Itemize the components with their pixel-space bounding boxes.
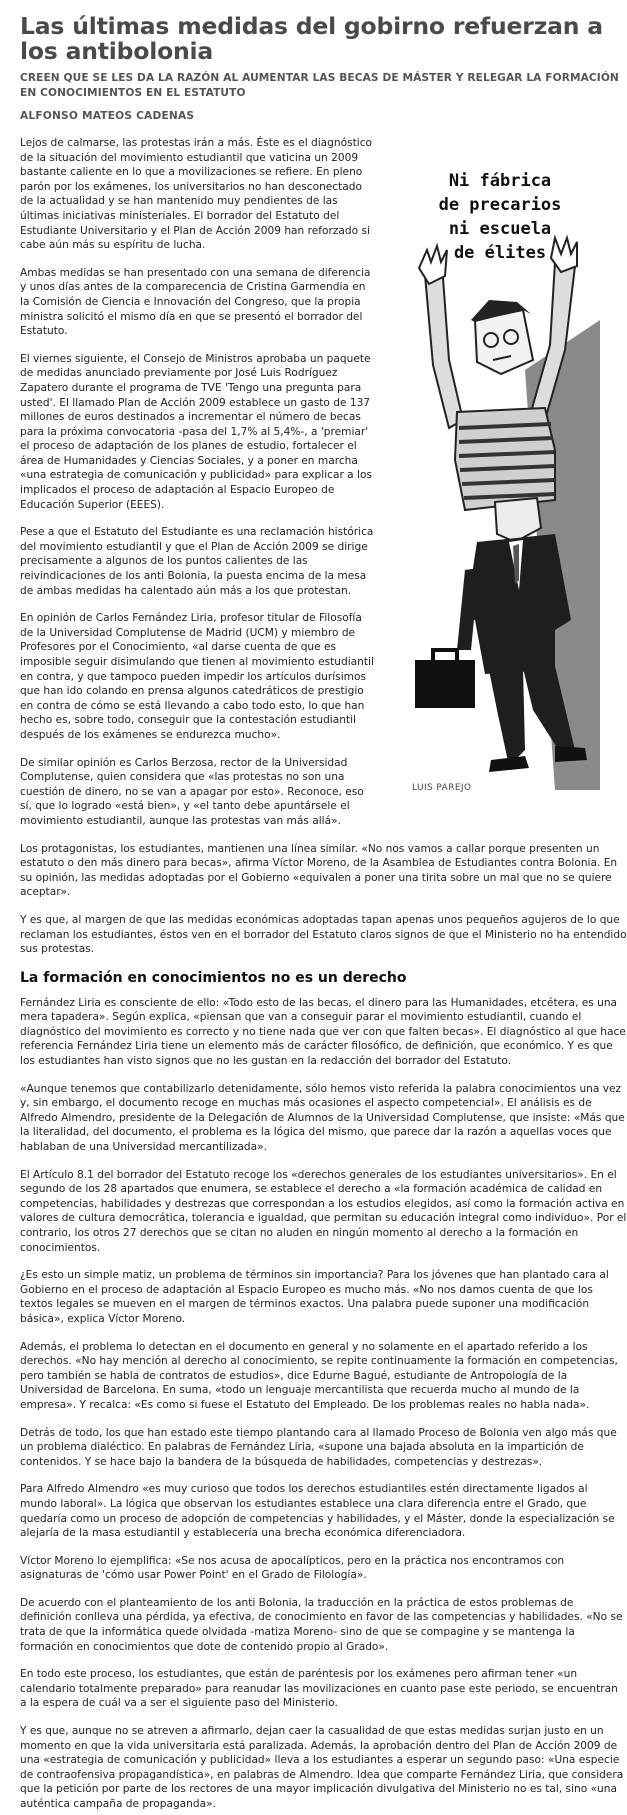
businessman-left-shoe: [489, 756, 529, 772]
paragraph: Los protagonistas, los estudiantes, mantienen una línea similar. «No nos vamos a callar porque presenten un estatuto o den más dinero para becas», afirma Víctor Moreno, de la Asamblea de Estudiantes contra Bolonia. En su opinión, las medidas adoptadas por el Gobierno «equivalen a poner una tirita sobre un mal que no se quiere aceptar».: [20, 842, 618, 899]
paragraph: Y es que, al margen de que las medidas económicas adoptadas tapan apenas unos pequeños agujeros de lo que reclaman los estudiantes, éstos ven en el borrador del Estatuto claros signos de que el Ministerio no ha entendido sus protestas.: [20, 913, 627, 956]
narrow-column: [20, 136, 377, 829]
paragraph: En opinión de Carlos Fernández Liria, profesor titular de Filosofía de la Universidad Complutense de Madrid (UCM) y miembro de Profesores por el Conocimiento, «al darse cuenta de que es imposible seguir disimulando que tienen al movimiento estudiantil en contra, y que tampoco pueden impedir los artículos durísimos que han ido colando en prensa algunos catedráticos de prestigio en contra de cómo se está llevando a cabo todo esto, lo que han hecho es, sobre todo, conseguir que la contestación estudiantil después de los exámenes se endurezca mucho».: [20, 612, 374, 741]
sign-line-3: ni escuela: [448, 219, 552, 239]
article-headline: Las últimas medidas del gobirno refuerzan a los antibolonia: [20, 12, 603, 65]
paragraph: ¿Es esto un simple matiz, un problema de términos sin importancia? Para los jóvenes que han plantado cara al Gobierno en el proceso de adaptación al Espacio Europeo es mucho más. «No nos damos cuenta de que los textos legales se mueven en el margen de términos exactos. Una palabra puede suponer una modificación básica», explica Víctor Moreno.: [20, 1269, 609, 1325]
wide-column: [20, 842, 627, 1812]
paragraph: «Aunque tenemos que contabilizarlo detenidamente, sólo hemos visto referida la palabra conocimientos una vez y, sin embargo, el documento recoge en muchas más ocasiones el aspecto competencial». El análisis es de Alfredo Almendro, presidente de la Delegación de Alumnos de la Universidad Complutense, que insiste: «Más que la literalidad, del documento, el problema es la lógica del mismo, que parece dar la razón a aquellas voces que hablaban de una Universidad mercantilizada».: [20, 1082, 625, 1154]
businessman-head: [495, 498, 541, 542]
sign-line-1: Ni fábrica: [448, 171, 552, 191]
paragraph: Para Alfredo Almendro «es muy curioso que todos los derechos estudiantiles estén directamente ligados al mundo laboral». La lógica que observan los estudiantes establece una clara diferencia entre el Grado, que quedaría como un proceso de adopción de competencias y habilidades, y el Máster, donde la especialización se alejaría de la masa estudiantil y establecería una brecha económica diferenciadora.: [20, 1483, 615, 1540]
cartoon-illustration: [405, 150, 605, 790]
businessman-left-leg: [489, 668, 525, 766]
paragraph: Ambas medidas se han presentado con una semana de diferencia y unos días antes de la comparecencia de Cristina Garmendia en la Comisión de Ciencia e Innovación del Congreso, que la propia ministra solicitó el mismo día en que se presentó el borrador del Estatuto.: [20, 266, 371, 338]
paragraph: Detrás de todo, los que han estado este tiempo plantando cara al llamado Proceso de Bolonia ven algo más que un problema dialéctico. En palabras de Fernández Liria, «supone una bajada absoluta en la impartición de contenidos. Y se hace bajo la bandera de la búsqueda de habilidades, competencias y destrezas».: [20, 1426, 617, 1468]
businessman-right-shoe: [555, 746, 587, 762]
paragraph: Fernández Liria es consciente de ello: «Todo esto de las becas, el dinero para las Humanidades, etcétera, es una mera tapadera». Según explica, «piensan que van a conseguir parar el movimiento estudiantil, cuando el diagnóstico del movimiento es correcto y no tiene nada que ver con que falten becas». El diagnóstico al que hace referencia Fernández Liria tiene un elemento más de carácter filosófico, de definición, que económico. Y es que los estudiantes han visto signos que no les gustan en la redacción del borrador del Estatuto.: [20, 996, 626, 1068]
paragraph: Pese a que el Estatuto del Estudiante es una reclamación histórica del movimiento estudiantil y que el Plan de Acción 2009 se dirige precisamente a algunos de los puntos calientes de las reivindicaciones de los anti Bolonia, la puesta encima de la mesa de ambas medidas ha calentado aún más a los que protestan.: [20, 526, 374, 597]
paragraph: Víctor Moreno lo ejemplifica: «Se nos acusa de apocalípticos, pero en la práctica nos encontramos con asignaturas de 'cómo usar Power Point' en el Grado de Filología».: [20, 1554, 565, 1582]
cartoon-drawing: [405, 150, 605, 790]
paragraph: De similar opinión es Carlos Berzosa, rector de la Universidad Complutense, quien considera que «las protestas no son una cuestión de dinero, no se van a apagar por esto». Reconoce, eso sí, que lo logrado «está bien», y «el tanto debe apuntársele el movimiento estudiantil, aunque las protestas van más allá».: [20, 756, 364, 827]
student-left-arm: [425, 268, 463, 428]
paragraph: En todo este proceso, los estudiantes, que están de paréntesis por los exámenes pero afirman tener «un calendario totalmente preparado» para reanudar las movilizaciones en cuanto pase este periodo, se encuentran a la espera de cuál va a ser el siguiente paso del Ministerio.: [20, 1668, 618, 1710]
article-body: [20, 136, 627, 1812]
paragraph: Y es que, aunque no se atreven a afirmarlo, dejan caer la casualidad de que estas medidas surjan justo en un momento en que la vida universitaria está paralizada. Además, la aprobación dentro del Plan de Acción 2009 de una «estrategia de comunicación y publicidad» lleva a los estudiantes a esperar un segundo paso: «Una especie de contraofensiva propagandística», en palabras de Almendro. Idea que comparte Fernández Liria, que considera que la petición por parte de los rectores de una mayor implicación divulgativa del Ministerio no es tal, sino «una auténtica campaña de propaganda».: [20, 1725, 624, 1810]
section-heading: La formación en conocimientos no es un derecho: [20, 969, 407, 986]
article-author: ALFONSO MATEOS CADENAS: [20, 110, 195, 122]
briefcase-handle: [433, 650, 457, 662]
paragraph: El Artículo 8.1 del borrador del Estatuto recoge los «derechos generales de los estudiantes universitarios». En el segundo de los 28 apartados que enumera, se establece el derecho a «la formación académica de calidad en competencias, habilidades y destrezas que correspondan a los estudios elegidos, así como la formación activa en valores de cultura democrática, tolerancia e igualdad, que permitan su educación integral como individuo». Por el contrario, los otros 27 derechos que se citan no aluden en ningún momento al derecho a la formación en conocimientos.: [20, 1168, 627, 1254]
paragraph: Lejos de calmarse, las protestas irán a más. Éste es el diagnóstico de la situación del movimiento estudiantil que vaticina un 2009 bastante caliente en lo que a movilizaciones se refiere. En pleno parón por los exámenes, los universitarios no han desconectado de la actualidad y se han mantenido muy pendientes de las últimas iniciativas ministeriales. El borrador del Estatuto del Estudiante Universitario y el Plan de Acción 2009 han reforzado si cabe aún más su espíritu de lucha.: [20, 137, 373, 252]
sign-line-4: de élites: [453, 243, 547, 263]
paragraph: De acuerdo con el planteamiento de los anti Bolonia, la traducción en la práctica de estos problemas de definición conlleva una pérdida, ya efectiva, de conocimiento en favor de las competencias y habilidades. «No se trata de que la informática quede olvidada -matiza Moreno- sino de que se compagine y se mantenga la formación en conocimientos que dote de contenido propio al Grado».: [20, 1596, 623, 1653]
illustration-credit: LUIS PAREJO: [412, 783, 472, 793]
paragraph: El viernes siguiente, el Consejo de Ministros aprobaba un paquete de medidas anunciado previamente por José Luis Rodríguez Zapatero durante el programa de TVE 'Tengo una pregunta para usted'. El llamado Plan de Acción 2009 establece un gasto de 137 millones de euros destinados a incrementar el número de becas para la próxima convocatoria -pasa del 1,7% al 5,4%-, a 'premiar' el proceso de adaptación de los planes de estudio, fortalecer el área de Humanidades y Ciencias Sociales, y a poner en marcha «una estrategia de comunicación y publicidad» para explicar a los implicados el proceso de adaptación al Espacio Europeo de Educación Superior (EEES).: [20, 352, 372, 511]
sign-line-2: de precarios: [438, 195, 562, 215]
briefcase: [415, 660, 475, 708]
paragraph: Además, el problema lo detectan en el documento en general y no solamente en el apartado referido a los derechos. «No hay mención al derecho al conocimiento, se repite continuamente la formación en competencias, pero también se habla de contratos de estudios», dice Edurne Bagué, estudiante de Antropología de la Universidad de Barcelona. En suma, «todo un lenguaje mercantilista que recuerda mucho al mundo de la empresa». Y recalca: «Es como si fuese el Estatuto del Empleado. De los problemas reales no habla nada».: [20, 1340, 618, 1411]
article-subheadline: CREEN QUE SE LES DA LA RAZÓN AL AUMENTAR LAS BECAS DE MÁSTER Y RELEGAR LA FORMACIÓN EN CONOCIMIENTOS EN EL ESTATUTO: [20, 72, 619, 99]
